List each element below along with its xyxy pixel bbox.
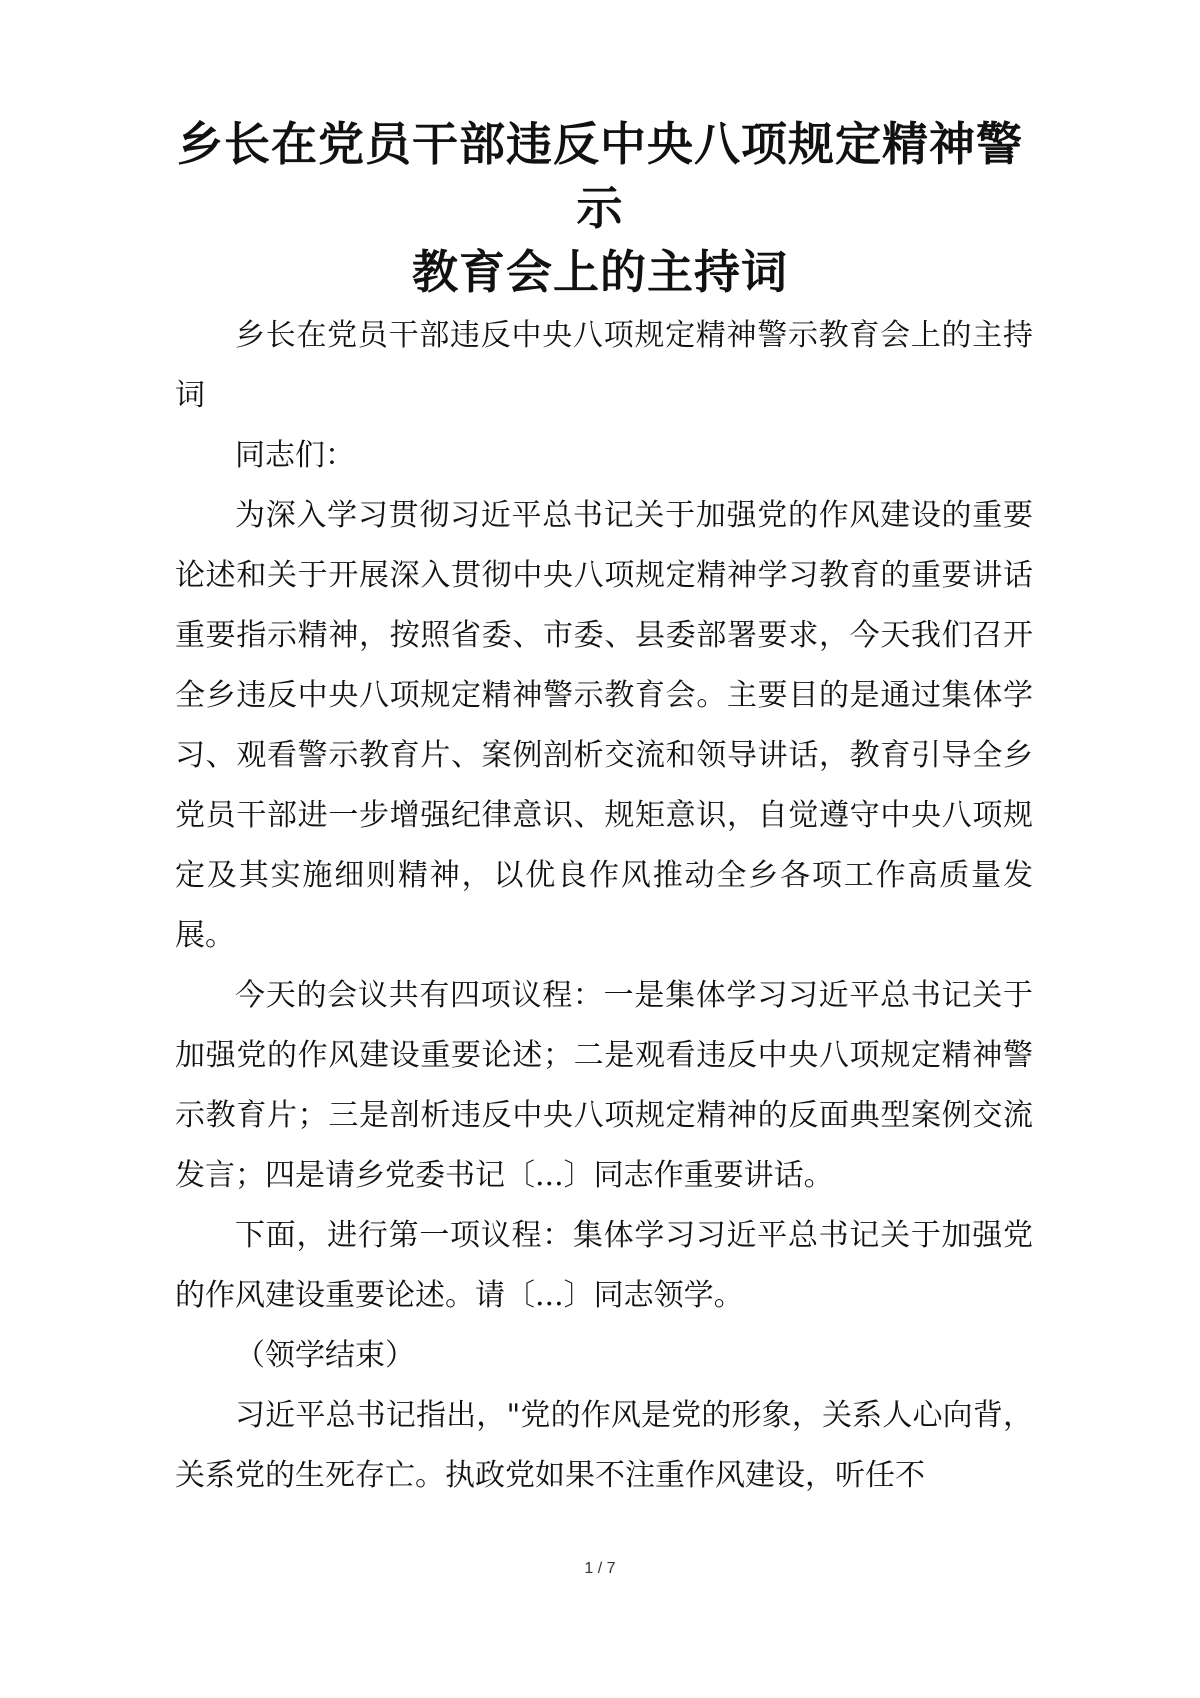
paragraph-salutation: 同志们： — [235, 438, 355, 473]
document-body — [175, 306, 1033, 1506]
paragraph-purpose: 为深入学习贯彻习近平总书记关于加强党的作风建设的重要论述和关于开展深入贯彻中央八项规定精神学习教育的重要讲话重要指示精神，按照省委、市委、县委部署要求，今天我们召开全乡违反中央八项规定精神警示教育会。主要目的是通过集体学习、观看警示教育片、案例剖析交流和领导讲话，教育引导全乡党员干部进一步增强纪律意识、规矩意识，自觉遵守中央八项规定及其实施细则精神，以优良作风推动全乡各项工作高质量发展。 — [175, 498, 1033, 953]
paragraph-subtitle: 乡长在党员干部违反中央八项规定精神警示教育会上的主持词 — [175, 318, 1033, 413]
paragraph-first-item: 下面，进行第一项议程：集体学习习近平总书记关于加强党的作风建设重要论述。请〔...〕同志领学。 — [175, 1218, 1033, 1313]
paragraph-quote: 习近平总书记指出，"党的作风是党的形象，关系人心向背，关系党的生死存亡。执政党如果不注重作风建设，听任不 — [175, 1398, 1033, 1493]
page-number: 1 / 7 — [584, 1560, 616, 1577]
title-line-2: 教育会上的主持词 — [412, 245, 788, 299]
title-line-1: 乡长在党员干部违反中央八项规定精神警示 — [177, 117, 1023, 235]
paragraph-agenda: 今天的会议共有四项议程：一是集体学习习近平总书记关于加强党的作风建设重要论述；二是观看违反中央八项规定精神警示教育片；三是剖析违反中央八项规定精神的反面典型案例交流发言；四是请乡党委书记〔...〕同志作重要讲话。 — [175, 978, 1033, 1193]
document-title — [160, 112, 1040, 304]
paragraph-reading-end: （领学结束） — [235, 1338, 415, 1373]
